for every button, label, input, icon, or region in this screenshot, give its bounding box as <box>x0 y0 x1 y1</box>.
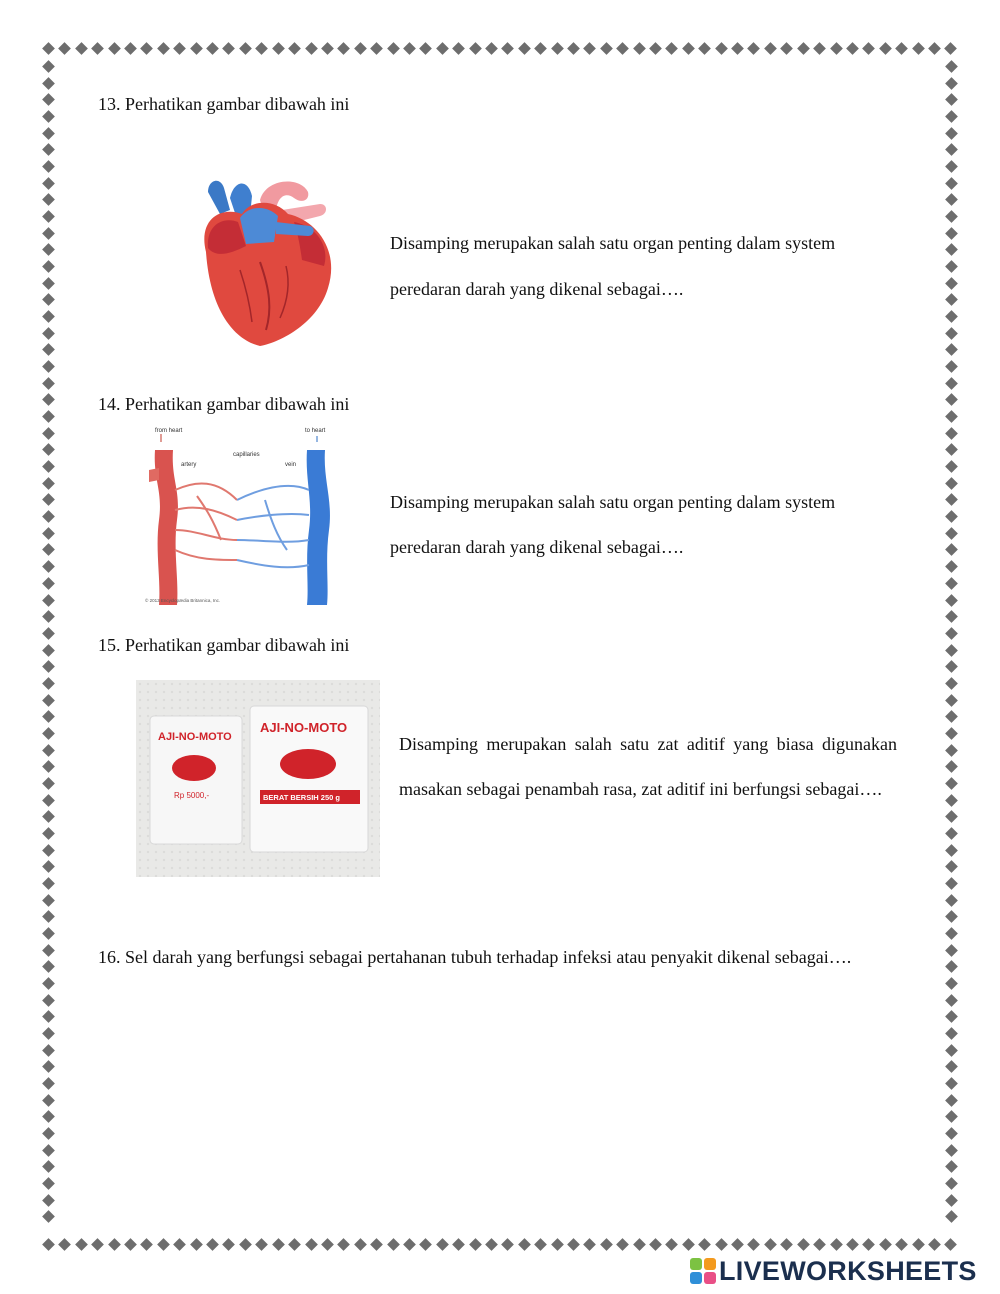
border-diamond <box>42 560 55 573</box>
border-diamond <box>945 1110 958 1123</box>
border-diamond <box>239 1238 252 1251</box>
border-diamond <box>666 1238 679 1251</box>
border-diamond <box>42 260 55 273</box>
border-diamond <box>945 177 958 190</box>
border-diamond <box>945 777 958 790</box>
border-diamond <box>108 42 121 55</box>
border-diamond <box>945 394 958 407</box>
border-diamond <box>945 827 958 840</box>
border-diamond <box>42 227 55 240</box>
border-diamond <box>173 1238 186 1251</box>
border-diamond <box>485 1238 498 1251</box>
border-diamond <box>945 594 958 607</box>
border-diamond <box>945 227 958 240</box>
border-diamond <box>945 1027 958 1040</box>
border-diamond <box>567 1238 580 1251</box>
border-diamond <box>945 1194 958 1207</box>
border-diamond <box>945 844 958 857</box>
border-diamond <box>945 1044 958 1057</box>
border-diamond <box>895 1238 908 1251</box>
border-diamond <box>945 377 958 390</box>
border-diamond <box>945 60 958 73</box>
border-diamond <box>945 1094 958 1107</box>
label-to-heart: to heart <box>305 428 326 434</box>
border-diamond <box>75 1238 88 1251</box>
border-diamond <box>633 1238 646 1251</box>
border-diamond <box>485 42 498 55</box>
heart-illustration <box>190 170 340 350</box>
border-diamond <box>42 327 55 340</box>
border-diamond <box>42 360 55 373</box>
border-diamond <box>928 42 941 55</box>
border-diamond <box>944 42 957 55</box>
border-diamond <box>945 877 958 890</box>
border-diamond <box>862 42 875 55</box>
border-diamond <box>42 77 55 90</box>
border-diamond <box>945 1210 958 1223</box>
border-diamond <box>419 42 432 55</box>
border-diamond <box>42 860 55 873</box>
border-diamond <box>387 1238 400 1251</box>
border-diamond <box>945 277 958 290</box>
border-diamond <box>354 42 367 55</box>
border-diamond <box>419 1238 432 1251</box>
question-13: 13. Perhatikan gambar dibawah ini <box>98 94 350 114</box>
border-diamond <box>715 42 728 55</box>
border-diamond <box>157 1238 170 1251</box>
border-diamond <box>945 1177 958 1190</box>
border-diamond <box>945 760 958 773</box>
border-diamond <box>173 42 186 55</box>
border-diamond <box>945 1144 958 1157</box>
border-diamond <box>42 344 55 357</box>
border-diamond <box>945 427 958 440</box>
border-diamond <box>945 210 958 223</box>
border-diamond <box>42 710 55 723</box>
border-diamond <box>42 1010 55 1023</box>
border-diamond <box>945 894 958 907</box>
border-diamond <box>944 1238 957 1251</box>
border-diamond <box>42 510 55 523</box>
brand-name: AJI-NO-MOTO <box>260 720 348 735</box>
border-diamond <box>534 42 547 55</box>
border-diamond <box>616 1238 629 1251</box>
border-diamond <box>945 610 958 623</box>
border-diamond <box>42 827 55 840</box>
brand-name: AJI-NO-MOTO <box>158 731 232 743</box>
border-diamond <box>42 1210 55 1223</box>
border-diamond <box>452 42 465 55</box>
border-diamond <box>42 760 55 773</box>
border-diamond <box>42 460 55 473</box>
border-diamond <box>945 194 958 207</box>
border-diamond <box>731 1238 744 1251</box>
border-diamond <box>42 244 55 257</box>
border-diamond <box>239 42 252 55</box>
border-diamond <box>682 42 695 55</box>
liveworksheets-logo-icon <box>690 1258 716 1284</box>
border-diamond <box>321 42 334 55</box>
question-14-description <box>390 480 910 570</box>
border-diamond <box>42 544 55 557</box>
border-diamond <box>42 910 55 923</box>
border-diamond <box>223 1238 236 1251</box>
border-diamond <box>42 994 55 1007</box>
border-diamond <box>42 677 55 690</box>
border-diamond <box>945 294 958 307</box>
border-diamond <box>42 377 55 390</box>
border-diamond <box>42 1144 55 1157</box>
description-line: peredaran darah yang dikenal sebagai…. <box>390 537 684 557</box>
border-diamond <box>945 1010 958 1023</box>
border-diamond <box>518 42 531 55</box>
border-diamond <box>42 810 55 823</box>
border-diamond <box>945 627 958 640</box>
border-diamond <box>945 1160 958 1173</box>
border-diamond <box>666 42 679 55</box>
border-diamond <box>42 1060 55 1073</box>
border-diamond <box>945 994 958 1007</box>
border-diamond <box>141 42 154 55</box>
border-diamond <box>945 494 958 507</box>
label-artery: artery <box>181 462 197 468</box>
border-diamond <box>42 1177 55 1190</box>
border-diamond <box>42 410 55 423</box>
border-diamond <box>567 42 580 55</box>
msg-packets-photo <box>136 680 380 877</box>
border-diamond <box>945 544 958 557</box>
border-diamond <box>42 160 55 173</box>
border-diamond <box>502 1238 515 1251</box>
description-line: Disamping merupakan salah satu organ penting dalam system <box>390 233 836 253</box>
border-diamond <box>945 244 958 257</box>
border-diamond <box>42 794 55 807</box>
border-diamond <box>764 1238 777 1251</box>
border-diamond <box>370 42 383 55</box>
description-line: peredaran darah yang dikenal sebagai…. <box>390 279 684 299</box>
border-diamond <box>945 444 958 457</box>
border-diamond <box>42 1127 55 1140</box>
border-diamond <box>682 1238 695 1251</box>
border-diamond <box>895 42 908 55</box>
border-diamond <box>945 477 958 490</box>
border-diamond <box>945 860 958 873</box>
border-diamond <box>584 42 597 55</box>
border-diamond <box>190 1238 203 1251</box>
label-capillaries: capillaries <box>233 452 260 458</box>
border-diamond <box>649 1238 662 1251</box>
border-diamond <box>42 927 55 940</box>
border-diamond <box>42 1027 55 1040</box>
border-diamond <box>469 1238 482 1251</box>
border-diamond <box>945 694 958 707</box>
border-diamond <box>387 42 400 55</box>
border-diamond <box>780 42 793 55</box>
border-diamond <box>42 894 55 907</box>
border-diamond <box>42 277 55 290</box>
border-diamond <box>945 677 958 690</box>
border-diamond <box>846 1238 859 1251</box>
border-diamond <box>42 1238 55 1251</box>
border-diamond <box>272 1238 285 1251</box>
border-diamond <box>42 1094 55 1107</box>
border-diamond <box>42 1194 55 1207</box>
border-diamond <box>731 42 744 55</box>
border-diamond <box>764 42 777 55</box>
border-diamond <box>108 1238 121 1251</box>
border-diamond <box>945 527 958 540</box>
border-diamond <box>452 1238 465 1251</box>
border-diamond <box>945 560 958 573</box>
border-diamond <box>124 42 137 55</box>
border-diamond <box>42 110 55 123</box>
border-diamond <box>945 927 958 940</box>
border-diamond <box>945 110 958 123</box>
border-diamond <box>945 460 958 473</box>
border-diamond <box>846 42 859 55</box>
border-diamond <box>698 1238 711 1251</box>
border-diamond <box>945 644 958 657</box>
border-diamond <box>551 1238 564 1251</box>
border-diamond <box>945 327 958 340</box>
border-diamond <box>879 1238 892 1251</box>
border-diamond <box>600 1238 613 1251</box>
border-diamond <box>42 477 55 490</box>
border-diamond <box>748 42 761 55</box>
border-diamond <box>436 42 449 55</box>
border-diamond <box>830 42 843 55</box>
question-14: 14. Perhatikan gambar dibawah ini <box>98 394 350 414</box>
border-diamond <box>797 1238 810 1251</box>
border-diamond <box>945 510 958 523</box>
border-diamond <box>945 744 958 757</box>
border-diamond <box>223 42 236 55</box>
border-diamond <box>945 794 958 807</box>
border-diamond <box>42 527 55 540</box>
border-diamond <box>337 42 350 55</box>
weight-label: BERAT BERSIH 250 g <box>263 793 340 802</box>
border-diamond <box>288 1238 301 1251</box>
border-diamond <box>551 42 564 55</box>
label-from-heart: from heart <box>155 428 183 434</box>
border-diamond <box>912 1238 925 1251</box>
border-diamond <box>42 777 55 790</box>
border-diamond <box>272 42 285 55</box>
border-diamond <box>42 1077 55 1090</box>
border-diamond <box>42 660 55 673</box>
border-diamond <box>370 1238 383 1251</box>
border-diamond <box>42 844 55 857</box>
border-diamond <box>42 143 55 156</box>
border-diamond <box>157 42 170 55</box>
border-diamond <box>42 1160 55 1173</box>
border-diamond <box>797 42 810 55</box>
border-diamond <box>945 977 958 990</box>
border-diamond <box>813 42 826 55</box>
border-diamond <box>42 610 55 623</box>
border-diamond <box>42 494 55 507</box>
border-diamond <box>42 394 55 407</box>
border-diamond <box>945 727 958 740</box>
border-diamond <box>945 577 958 590</box>
question-13-description <box>390 220 910 312</box>
label-vein: vein <box>285 462 297 468</box>
border-diamond <box>945 344 958 357</box>
border-diamond <box>75 42 88 55</box>
border-diamond <box>354 1238 367 1251</box>
border-diamond <box>255 42 268 55</box>
border-diamond <box>42 177 55 190</box>
border-diamond <box>42 194 55 207</box>
question-16: 16. Sel darah yang berfungsi sebagai pertahanan tubuh terhadap infeksi atau penyakit dikenal sebagai…. <box>98 947 852 967</box>
border-top <box>44 44 956 53</box>
border-diamond <box>321 1238 334 1251</box>
image-credit: © 2013 Encyclopædia Britannica, Inc. <box>145 598 221 603</box>
border-diamond <box>945 260 958 273</box>
border-diamond <box>600 42 613 55</box>
border-right <box>947 62 956 1222</box>
border-diamond <box>945 410 958 423</box>
border-diamond <box>584 1238 597 1251</box>
border-diamond <box>616 42 629 55</box>
border-diamond <box>698 42 711 55</box>
border-diamond <box>42 42 55 55</box>
border-diamond <box>141 1238 154 1251</box>
border-left <box>44 62 53 1222</box>
border-diamond <box>518 1238 531 1251</box>
border-diamond <box>534 1238 547 1251</box>
border-diamond <box>42 1110 55 1123</box>
border-diamond <box>206 42 219 55</box>
border-bottom <box>44 1240 956 1249</box>
border-diamond <box>945 77 958 90</box>
border-diamond <box>59 42 72 55</box>
border-diamond <box>305 1238 318 1251</box>
question-15: 15. Perhatikan gambar dibawah ini <box>98 635 350 655</box>
border-diamond <box>945 960 958 973</box>
price-label: Rp 5000,- <box>174 791 210 800</box>
border-diamond <box>945 1060 958 1073</box>
border-diamond <box>42 127 55 140</box>
border-diamond <box>42 727 55 740</box>
border-diamond <box>945 160 958 173</box>
border-diamond <box>945 660 958 673</box>
border-diamond <box>436 1238 449 1251</box>
border-diamond <box>42 960 55 973</box>
border-diamond <box>42 577 55 590</box>
border-diamond <box>715 1238 728 1251</box>
border-diamond <box>42 1044 55 1057</box>
border-diamond <box>206 1238 219 1251</box>
border-diamond <box>59 1238 72 1251</box>
border-diamond <box>633 42 646 55</box>
border-diamond <box>42 744 55 757</box>
border-diamond <box>928 1238 941 1251</box>
border-diamond <box>945 1077 958 1090</box>
border-diamond <box>42 644 55 657</box>
border-diamond <box>91 1238 104 1251</box>
border-diamond <box>42 294 55 307</box>
border-diamond <box>469 42 482 55</box>
border-diamond <box>945 810 958 823</box>
border-diamond <box>42 944 55 957</box>
border-diamond <box>42 694 55 707</box>
question-15-description: Disamping merupakan salah satu zat aditif yang biasa digunakan masakan sebagai penambah rasa, zat aditif ini berfungsi sebagai…. <box>399 734 897 799</box>
border-diamond <box>403 1238 416 1251</box>
border-diamond <box>42 877 55 890</box>
border-diamond <box>42 444 55 457</box>
border-diamond <box>305 42 318 55</box>
liveworksheets-logo[interactable] <box>690 1256 977 1286</box>
border-diamond <box>502 42 515 55</box>
border-diamond <box>42 977 55 990</box>
border-diamond <box>945 127 958 140</box>
blood-vessels-diagram <box>137 420 337 612</box>
border-diamond <box>945 360 958 373</box>
border-diamond <box>748 1238 761 1251</box>
liveworksheets-logo-text: LIVEWORKSHEETS <box>719 1255 977 1286</box>
border-diamond <box>945 710 958 723</box>
border-diamond <box>288 42 301 55</box>
border-diamond <box>403 42 416 55</box>
border-diamond <box>945 310 958 323</box>
border-diamond <box>945 143 958 156</box>
border-diamond <box>649 42 662 55</box>
border-diamond <box>830 1238 843 1251</box>
border-diamond <box>780 1238 793 1251</box>
border-diamond <box>124 1238 137 1251</box>
border-diamond <box>190 42 203 55</box>
border-diamond <box>945 93 958 106</box>
border-diamond <box>862 1238 875 1251</box>
border-diamond <box>945 1127 958 1140</box>
border-diamond <box>42 60 55 73</box>
border-diamond <box>91 42 104 55</box>
border-diamond <box>42 93 55 106</box>
border-diamond <box>879 42 892 55</box>
border-diamond <box>945 910 958 923</box>
border-diamond <box>337 1238 350 1251</box>
border-diamond <box>912 42 925 55</box>
border-diamond <box>42 310 55 323</box>
border-diamond <box>813 1238 826 1251</box>
description-line: Disamping merupakan salah satu organ penting dalam system <box>390 492 836 512</box>
border-diamond <box>945 944 958 957</box>
border-diamond <box>42 594 55 607</box>
border-diamond <box>42 427 55 440</box>
border-diamond <box>42 210 55 223</box>
border-diamond <box>42 627 55 640</box>
border-diamond <box>255 1238 268 1251</box>
